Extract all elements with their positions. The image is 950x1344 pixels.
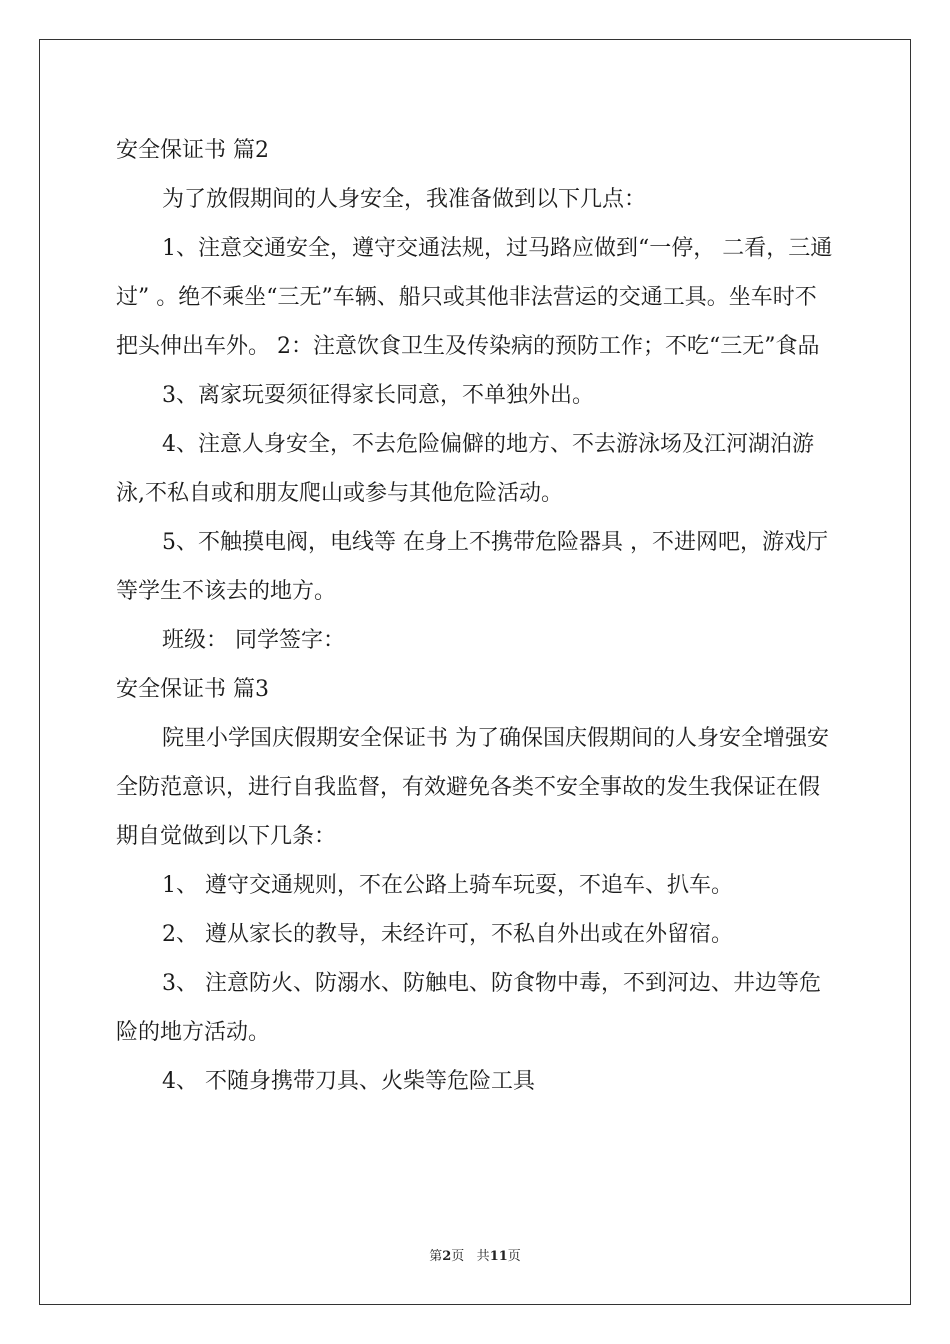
paragraph-rule-2: 2、 遵从家长的教导，未经许可，不私自外出或在外留宿。 — [162, 922, 733, 947]
paragraph-item-1: 1、注意交通安全，遵守交通法规，过马路应做到“一停， 二看，三通过” 。绝不乘坐“三无”车辆、船只或其他非法营运的交通工具。坐车时不把头伸出车外。 2：注意饮食卫生及传染病的预防工作；不吃“三无”食品 — [116, 236, 833, 359]
paragraph-rule-3: 3、 注意防火、防溺水、防触电、防食物中毒，不到河边、井边等危险的地方活动。 — [116, 971, 821, 1045]
page-footer — [0, 1245, 950, 1264]
paragraph-intro-3: 院里小学国庆假期安全保证书 为了确保国庆假期间的人身安全增强安全防范意识，进行自我监督，有效避免各类不安全事故的发生我保证在假期自觉做到以下几条： — [116, 726, 829, 849]
paragraph-item-4: 4、注意人身安全，不去危险偏僻的地方、不去游泳场及江河湖泊游泳,不私自或和朋友爬山或参与其他危险活动。 — [116, 432, 814, 506]
footer-total-suffix: 页 — [507, 1249, 521, 1264]
paragraph-rule-4: 4、 不随身携带刀具、火柴等危险工具 — [162, 1069, 535, 1094]
footer-page-suffix: 页 — [451, 1249, 465, 1264]
footer-total-prefix: 共 — [476, 1249, 490, 1264]
footer-page-number: 2 — [442, 1249, 452, 1264]
paragraph-item-5: 5、不触摸电阀，电线等 在身上不携带危险器具 ，不进网吧，游戏厅等学生不该去的地方。 — [116, 530, 828, 604]
paragraph-rule-1: 1、 遵守交通规则，不在公路上骑车玩耍，不追车、扒车。 — [162, 873, 733, 898]
footer-total-pages: 11 — [489, 1249, 508, 1264]
section-title-2: 安全保证书 篇2 — [116, 138, 269, 163]
footer-prefix: 第 — [429, 1249, 443, 1264]
section-title-3: 安全保证书 篇3 — [116, 677, 269, 702]
document-body — [116, 126, 836, 1106]
paragraph-intro: 为了放假期间的人身安全，我准备做到以下几点： — [162, 187, 647, 212]
paragraph-item-3: 3、离家玩耍须征得家长同意，不单独外出。 — [162, 383, 594, 408]
signature-line: 班级： 同学签字： — [162, 628, 345, 653]
